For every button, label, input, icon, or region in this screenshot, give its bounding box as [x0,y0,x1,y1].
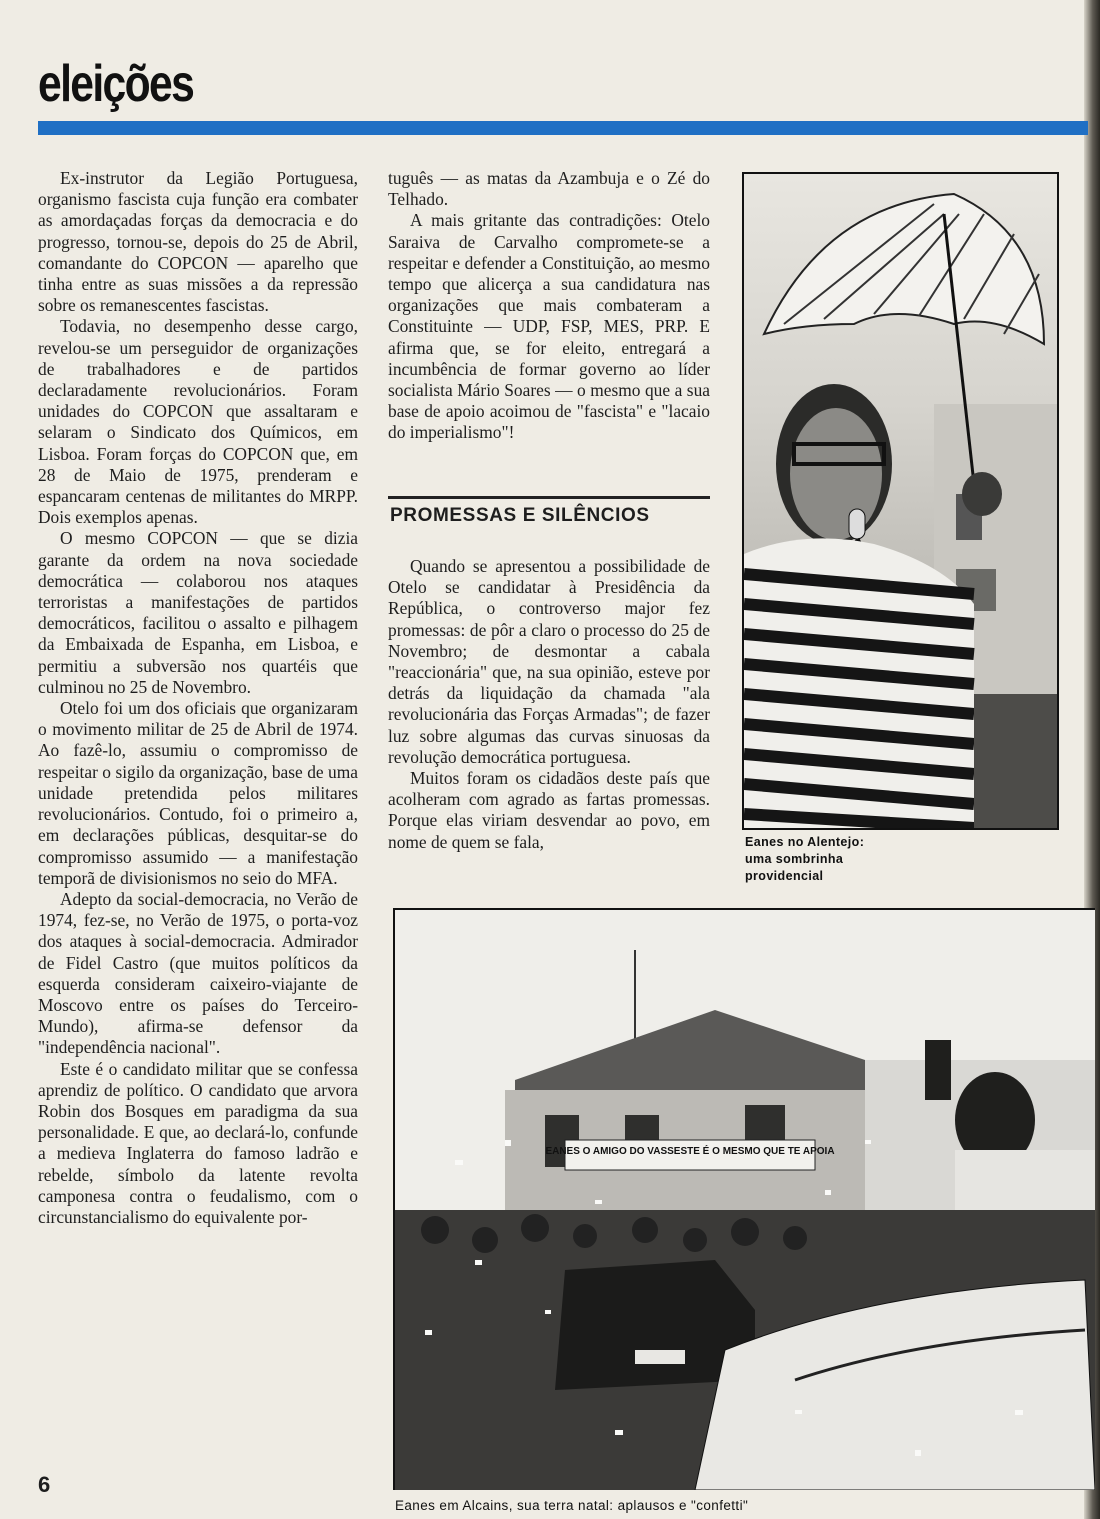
article-column-1 [38,168,358,1228]
banner-text: EANES O AMIGO DO VASSESTE É O MESMO QUE TE APOIA [545,1146,835,1157]
paragraph: A mais gritante das contradições: Otelo Saraiva de Carvalho compromete-se a respeitar e defender a Constituição, ao mesmo tempo que alicerça a sua candidatura nas organizações que mais combateram a Constituinte — UDP, FSP, MES, PRP. E afirma que, se for eleito, entregará a incumbência de formar governo ao líder socialista Mário Soares — o mesmo que a sua base de apoio acoimou de "fascista" e "lacaio do imperialismo"! [388,210,710,443]
paragraph: Ex-instrutor da Legião Portuguesa, organismo fascista cuja função era combater as amordaçadas forças da democracia e do progresso, tornou-se, depois do 25 de Abril, comandante do COPCON — aparelho que tinha entre as suas missões a da repressão sobre os remanescentes fascistas. [38,168,358,316]
photo-illustration [744,174,1057,828]
paragraph: Quando se apresentou a possibilidade de Otelo se candidatar à Presidência da República, o controverso major fez promessas: de pôr a claro o processo do 25 de Novembro; de desmontar a cabala "reaccionária" que, na sua opinião, esteve por detrás da liquidação da chamada "ala revolucionária das Forças Armadas"; de fazer luz sobre algumas das curvas sinuosas da revolução democrática portuguesa. [388,556,710,767]
paragraph: Muitos foram os cidadãos deste país que acolheram com agrado as fartas promessas. Porque elas viriam desvendar ao povo, em nome de quem se fala, [388,768,710,852]
photo-caption: Eanes no Alentejo: uma sombrinha providencial [745,835,865,883]
paragraph: O mesmo COPCON — que se dizia garante da ordem na nova sociedade democrática — colaborou nos ataques terroristas a manifestações de partidos democráticos, facilitou o assalto e pilhagem da Embaixada de Espanha, em Lisboa, e permitiu a subversão nos quartéis que culminou no 25 de Novembro. [38,528,358,697]
subheading: PROMESSAS E SILÊNCIOS [390,505,650,526]
paragraph: Este é o candidato militar que se confessa aprendiz de político. O candidato que arvora Robin dos Bosques em paradigma da sua personalidade. E que, ao declará-lo, confunde a medieva Inglaterra do famoso ladrão e rebelde, símbolo da latente revolta camponesa contra o feudalismo, com o circunstancialismo do equivalente por- [38,1058,358,1227]
blue-rule [38,121,1088,135]
section-title: eleições [38,55,194,113]
article-column-2-bottom [388,556,710,853]
photo-caption: Eanes em Alcains, sua terra natal: aplausos e "confetti" [395,1498,749,1513]
paragraph: Todavia, no desempenho desse cargo, revelou-se um perseguidor de organizações de trabalhadores e de partidos declaradamente revolucionários. Foram unidades do COPCON que assaltaram e selaram o Sindicato dos Químicos, em Lisboa. Foram forças do COPCON que, em 28 de Maio de 1975, prenderam e espancaram centenas de militantes do MRPP. Dois exemplos apenas. [38,316,358,528]
paragraph: Adepto da social-democracia, no Verão de 1974, fez-se, no Verão de 1975, o porta-voz dos ataques à social-democracia. Admirador de Fidel Castro (que muitos políticos da esquerda consideram caixeiro-viajante de Moscovo entre os países do Terceiro-Mundo), afirma-se defensor da "independência nacional". [38,888,358,1058]
page-number: 6 [38,1472,51,1497]
photo-eanes-umbrella [742,172,1059,830]
article-column-2-top [388,168,710,444]
photo-eanes-alcains [393,908,1095,1490]
paragraph: Otelo foi um dos oficiais que organizaram o movimento militar de 25 de Abril de 1974. Ao fazê-lo, assumiu o compromisso de respeitar o sigilo da organização, base de uma unidade pretendida pelos militares revolucionários. Contudo, foi o primeiro a, em declarações públicas, desquitar-se do compromisso assumido — a manifestação temporã de divisionismos no seio do MFA. [38,698,358,888]
photo-illustration [395,910,1095,1490]
subheading-rule [388,496,710,499]
paragraph: tuguês — as matas da Azambuja e o Zé do Telhado. [388,168,710,210]
